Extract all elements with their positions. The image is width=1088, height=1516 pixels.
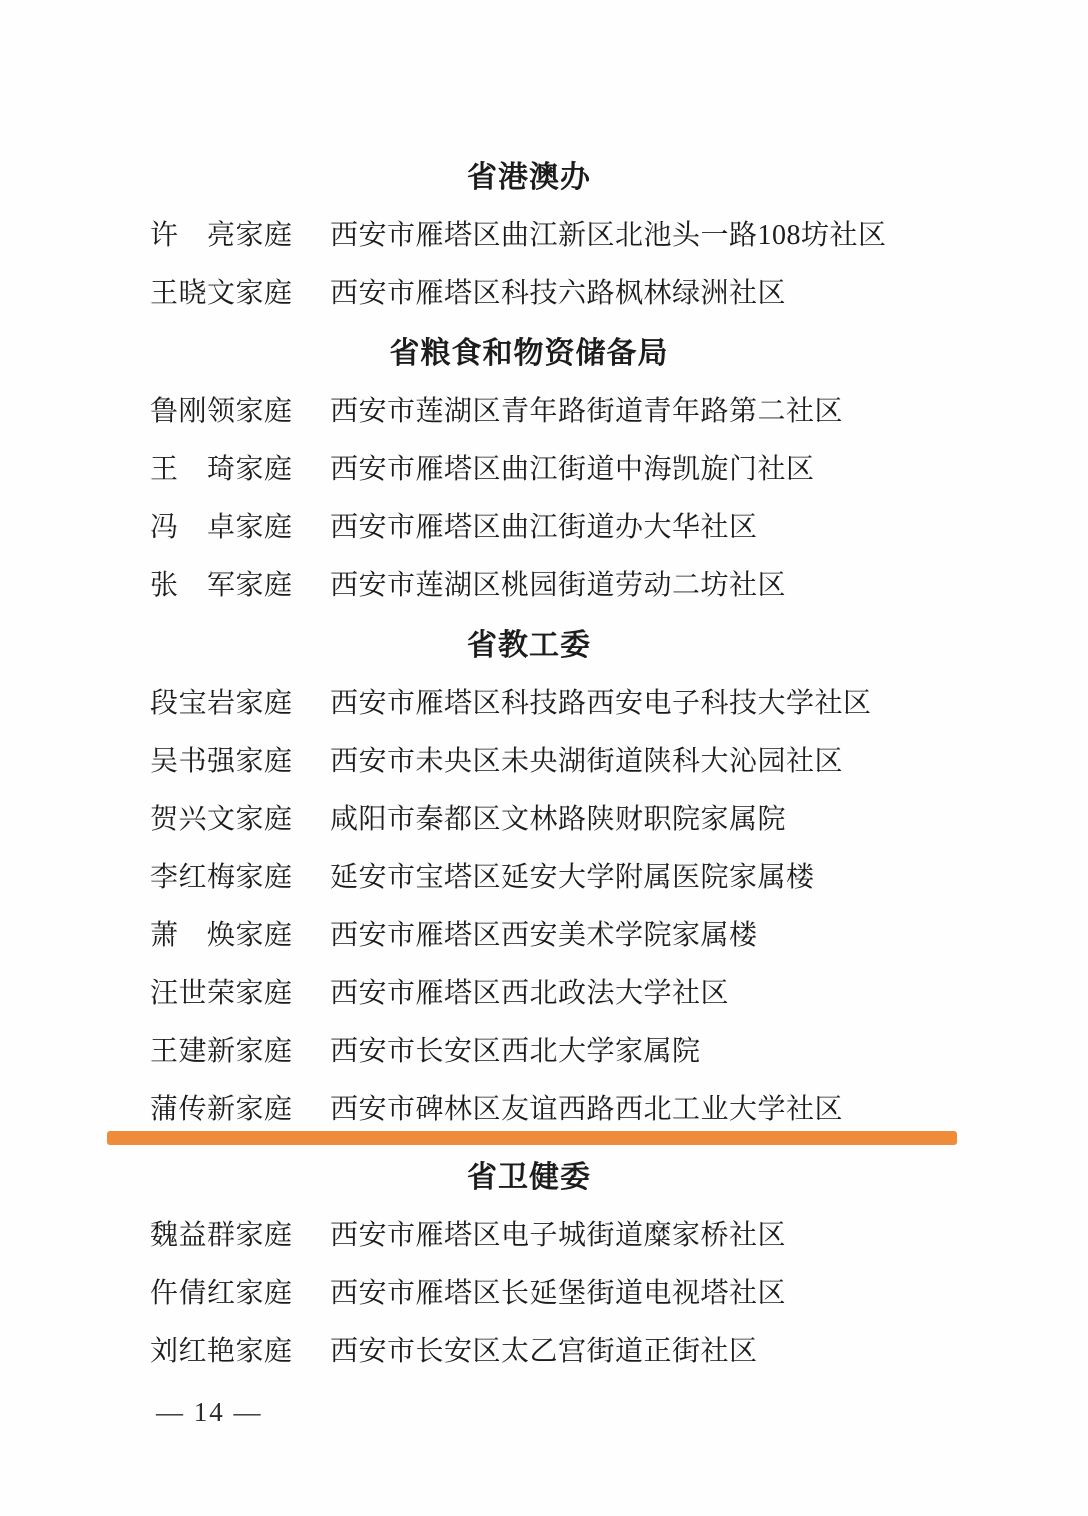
family-address: 西安市长安区太乙宫街道正街社区 [330,1336,758,1367]
family-name: 许 亮家庭 [150,220,293,251]
family-name: 冯 卓家庭 [150,512,293,543]
family-address: 西安市雁塔区科技路西安电子科技大学社区 [330,688,872,719]
family-address: 西安市碑林区友谊西路西北工业大学社区 [330,1094,844,1125]
page-number: — 14 — [156,1397,263,1427]
section-title: 省港澳办 [467,161,591,194]
section-title: 省教工委 [467,629,591,662]
family-name: 汪世荣家庭 [150,978,293,1009]
section [150,163,908,309]
section-rows [150,369,908,601]
family-name: 王 琦家庭 [150,454,293,485]
family-name: 鲁刚领家庭 [150,396,293,427]
highlight-underline [107,1131,957,1145]
family-name: 贺兴文家庭 [150,804,293,835]
family-name: 蒲传新家庭 [150,1094,293,1125]
family-name: 吴书强家庭 [150,746,293,777]
family-address: 西安市雁塔区西北政法大学社区 [330,978,730,1009]
family-name: 李红梅家庭 [150,862,293,893]
family-row [150,1221,908,1251]
family-row [150,921,908,951]
family-address: 西安市雁塔区曲江街道中海凯旋门社区 [330,454,815,485]
family-address: 西安市雁塔区长延堡街道电视塔社区 [330,1278,787,1309]
document-body [150,163,908,1367]
family-row [150,979,908,1009]
section-rows [150,193,908,309]
family-row [150,1095,908,1125]
section-title: 省粮食和物资储备局 [389,337,669,370]
family-name: 张 军家庭 [150,570,293,601]
section [150,631,908,1133]
family-address: 西安市雁塔区科技六路枫林绿洲社区 [330,278,787,309]
family-row [150,863,908,893]
section-rows [150,1193,908,1367]
family-row [150,513,908,543]
family-address: 西安市雁塔区西安美术学院家属楼 [330,920,758,951]
family-address: 西安市雁塔区曲江街道办大华社区 [330,512,758,543]
family-row [150,279,908,309]
page-footer [150,1398,908,1426]
family-name: 王晓文家庭 [150,278,293,309]
family-address: 延安市宝塔区延安大学附属医院家属楼 [330,862,815,893]
family-row [150,805,908,835]
family-row [150,1337,908,1367]
family-row [150,571,908,601]
family-address: 西安市莲湖区桃园街道劳动二坊社区 [330,570,787,601]
family-row [150,221,908,251]
section-rows [150,661,908,1133]
family-name: 萧 焕家庭 [150,920,293,951]
section-title: 省卫健委 [467,1161,591,1194]
family-row [150,689,908,719]
family-address: 西安市未央区未央湖街道陕科大沁园社区 [330,746,844,777]
family-address: 咸阳市秦都区文林路陕财职院家属院 [330,804,787,835]
family-name: 段宝岩家庭 [150,688,293,719]
section [150,1163,908,1367]
family-row [150,1279,908,1309]
family-row [150,747,908,777]
family-address: 西安市长安区西北大学家属院 [330,1036,701,1067]
family-address: 西安市莲湖区青年路街道青年路第二社区 [330,396,844,427]
family-name: 王建新家庭 [150,1036,293,1067]
family-row [150,455,908,485]
family-name: 魏益群家庭 [150,1220,293,1251]
family-name: 仵倩红家庭 [150,1278,293,1309]
family-row [150,397,908,427]
family-address: 西安市雁塔区曲江新区北池头一路108坊社区 [330,220,887,251]
family-name: 刘红艳家庭 [150,1336,293,1367]
family-address: 西安市雁塔区电子城街道糜家桥社区 [330,1220,787,1251]
family-row [150,1037,908,1067]
section [150,339,908,601]
